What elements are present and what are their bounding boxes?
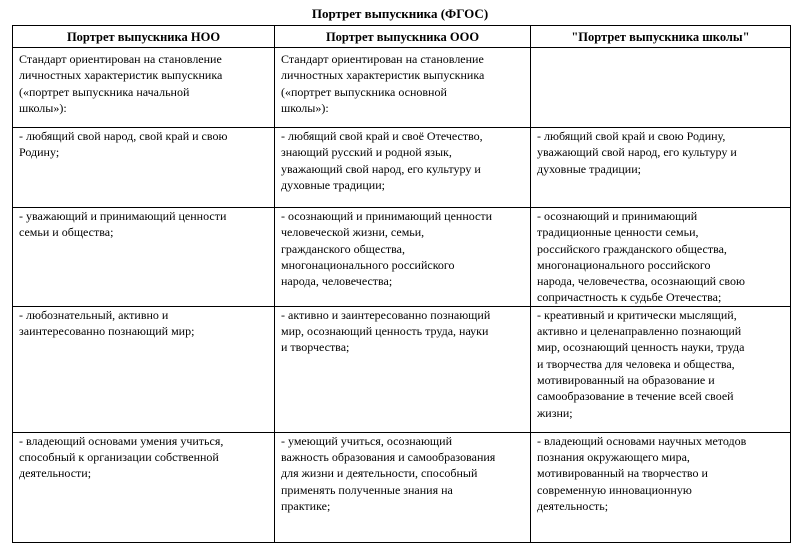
cell-text: - любящий свой народ, свой край и свою Родину; (19, 129, 228, 160)
cell-text: - уважающий и принимающий ценности семьи и общества; (19, 209, 227, 240)
table-cell (275, 208, 531, 307)
table-cell (531, 48, 791, 128)
table-row (13, 128, 791, 208)
cell-text: Стандарт ориентирован на становление личностных характеристик выпускника («портрет выпускника начальной школы»): (19, 52, 223, 115)
column-header-noo: Портрет выпускника НОО (13, 26, 275, 48)
table-cell (531, 208, 791, 307)
cell-text: - любознательный, активно и заинтересованно познающий мир; (19, 307, 195, 339)
cell-text: - любящий свой край и своё Отечество, знающий русский и родной язык, уважающий свой народ, его культуру и духовные традиции; (281, 129, 483, 192)
column-header-ooo: Портрет выпускника ООО (275, 26, 531, 48)
table-cell (13, 48, 275, 128)
table-cell (531, 128, 791, 208)
graduate-portrait-table (12, 25, 791, 543)
table-cell (531, 306, 791, 432)
cell-text: - активно и заинтересованно познающий мир, осознающий ценность труда, науки и творчества; (281, 307, 491, 355)
table-cell (275, 306, 531, 432)
table-cell (13, 208, 275, 307)
table-cell (275, 432, 531, 542)
cell-text: - любящий свой край и свою Родину, уважающий свой народ, его культуру и духовные традиции; (537, 129, 737, 176)
table-row (13, 48, 791, 128)
table-cell (13, 432, 275, 542)
header-row (13, 26, 791, 48)
column-header-school: "Портрет выпускника школы" (531, 26, 791, 48)
table-cell (13, 306, 275, 432)
cell-text: Стандарт ориентирован на становление личностных характеристик выпускника («портрет выпускника основной школы»): (281, 52, 485, 115)
table-cell (275, 48, 531, 128)
cell-text: - умеющий учиться, осознающий важность образования и самообразования для жизни и деятельности, способный применять полученные знания на практике; (281, 433, 496, 513)
table-cell (13, 128, 275, 208)
table-row (13, 432, 791, 542)
cell-text: - осознающий и принимающий традиционные ценности семьи, российского гражданского общества, многонационального российского народа, человечества, осознающий свою сопричастность к судьбе Отечества; (537, 209, 745, 305)
cell-text: - владеющий основами умения учиться, способный к организации собственной деятельности; (19, 433, 224, 481)
cell-text: - владеющий основами научных методов познания окружающего мира, мотивированный на творчество и современную инновационную деятельность; (537, 433, 747, 513)
cell-text: - креативный и критически мыслящий, активно и целенаправленно познающий мир, осознающий ценность науки, труда и творчества для человека и общества, мотивированный на образование и самообразование в течение всей своей жизни; (537, 307, 745, 420)
page-title: Портрет выпускника (ФГОС) (311, 6, 489, 21)
table-row (13, 208, 791, 307)
cell-text: - осознающий и принимающий ценности человеческой жизни, семьи, гражданского общества, многонационального российского народа, человечества; (281, 209, 493, 289)
table-cell (275, 128, 531, 208)
table-cell (531, 432, 791, 542)
table-row (13, 306, 791, 432)
